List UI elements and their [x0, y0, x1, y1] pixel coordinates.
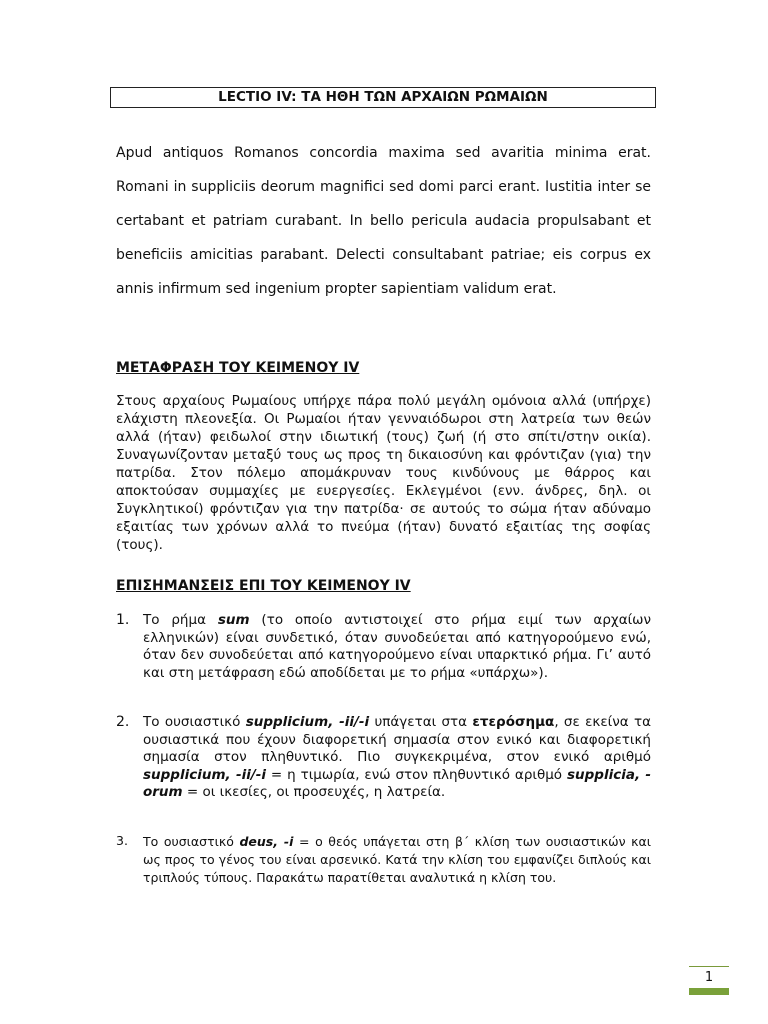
footer-accent-bar	[689, 988, 729, 995]
translation-text: Στους αρχαίους Ρωμαίους υπήρχε πάρα πολύ μεγάλη ομόνοια αλλά (υπήρχε) ελάχιστη πλεονεξία. Οι Ρωμαίοι ήταν γενναιόδωροι στη λατρεία των θεών αλλά (ήταν) φειδωλοί στην ιδιωτική (τους) ζωή (ή στο σπίτι/στην οικία). Συναγωνίζονταν μεταξύ τους ως προς τη δικαιοσύνη και φρόντιζαν (για) την πατρίδα. Στον πόλεμο απομάκρυναν τους κινδύνους με θάρρος και αποκτούσαν συμμαχίες με ευεργεσίες. Εκλεγμένοι (ενν. άνδρες, δηλ. οι Συγκλητικοί) φρόντιζαν για την πατρίδα· σε αυτούς το σώμα ήταν αδύναμο εξαιτίας των χρόνων αλλά το πνεύμα (ήταν) δυνατό εξαιτίας της σοφίας (τους).	[116, 393, 651, 553]
note-body	[143, 833, 651, 887]
note-body	[143, 612, 651, 682]
footer-rule	[689, 966, 729, 967]
note-term: supplicia, -orum	[143, 766, 651, 800]
latin-text: Apud antiquos Romanos concordia maxima sed avaritia minima erat. Romani in suppliciis deorum magnifici sed domi parci erant. Iustitia inter se certabant et patriam curabant. In bello pericula audacia propulsabant et beneficiis amicitias parabant. Delecti consultabant patriae; eis corpus ex annis infirmum sed ingenium propter sapientiam validum erat.	[116, 145, 651, 297]
note-number: 2.	[116, 714, 130, 730]
note-number: 1.	[116, 612, 130, 628]
note-text: = η τιμωρία, ενώ στον πληθυντικό αριθμό	[266, 766, 567, 783]
note-text: , σε εκείνα τα ουσιαστικά που έχουν διαφορετική σημασία στον ενικό και διαφορετική σημασία στον πληθυντικό. Πιο συγκεκριμένα, στον ενικό αριθμό	[143, 714, 651, 765]
note-term: deus, -i	[239, 834, 294, 849]
note-text: Το ουσιαστικό	[143, 834, 240, 849]
note-term: sum	[217, 612, 250, 628]
note-text: Το ρήμα	[143, 612, 218, 628]
note-term: supplicium, -ii/-i	[245, 714, 370, 730]
note-text: υπάγεται στα	[369, 714, 473, 730]
latin-passage	[116, 136, 651, 306]
lesson-title: LECTIO IV: ΤΑ ΗΘΗ ΤΩΝ ΑΡΧΑΙΩΝ ΡΩΜΑΙΩΝ	[110, 87, 656, 108]
note-term: ετερόσημα	[472, 714, 555, 730]
page-number: 1	[704, 970, 714, 985]
note-text: Το ουσιαστικό	[143, 714, 246, 730]
notes-heading: ΕΠΙΣΗΜΑΝΣΕΙΣ ΕΠΙ ΤΟΥ ΚΕΙΜΕΝΟΥ IV	[116, 578, 411, 594]
translation-heading: ΜΕΤΑΦΡΑΣΗ ΤΟΥ ΚΕΙΜΕΝΟΥ IV	[116, 360, 360, 376]
note-text: = οι ικεσίες, οι προσευχές, η λατρεία.	[182, 784, 446, 800]
note-body	[143, 714, 651, 802]
note-number: 3.	[116, 833, 128, 848]
note-term: supplicium, -ii/-i	[143, 766, 266, 783]
note-text: (το οποίο αντιστοιχεί στο ρήμα ειμί των αρχαίων ελληνικών) είναι συνδετικό, όταν συνοδεύεται από κατηγορούμενο ενώ, όταν δεν συνοδεύεται από κατηγορούμενο είναι υπαρκτικό ρήμα. Γι’ αυτό και στη μετάφραση εδώ αποδίδεται με το ρήμα «υπάρχω»).	[143, 612, 652, 681]
note-text: = ο θεός υπάγεται στη β΄ κλίση των ουσιαστικών και ως προς το γένος του είναι αρσενικό. Κατά την κλίση του εμφανίζει διπλούς και τριπλούς τύπους. Παρακάτω παρατίθεται αναλυτικά η κλίση του.	[143, 834, 652, 885]
